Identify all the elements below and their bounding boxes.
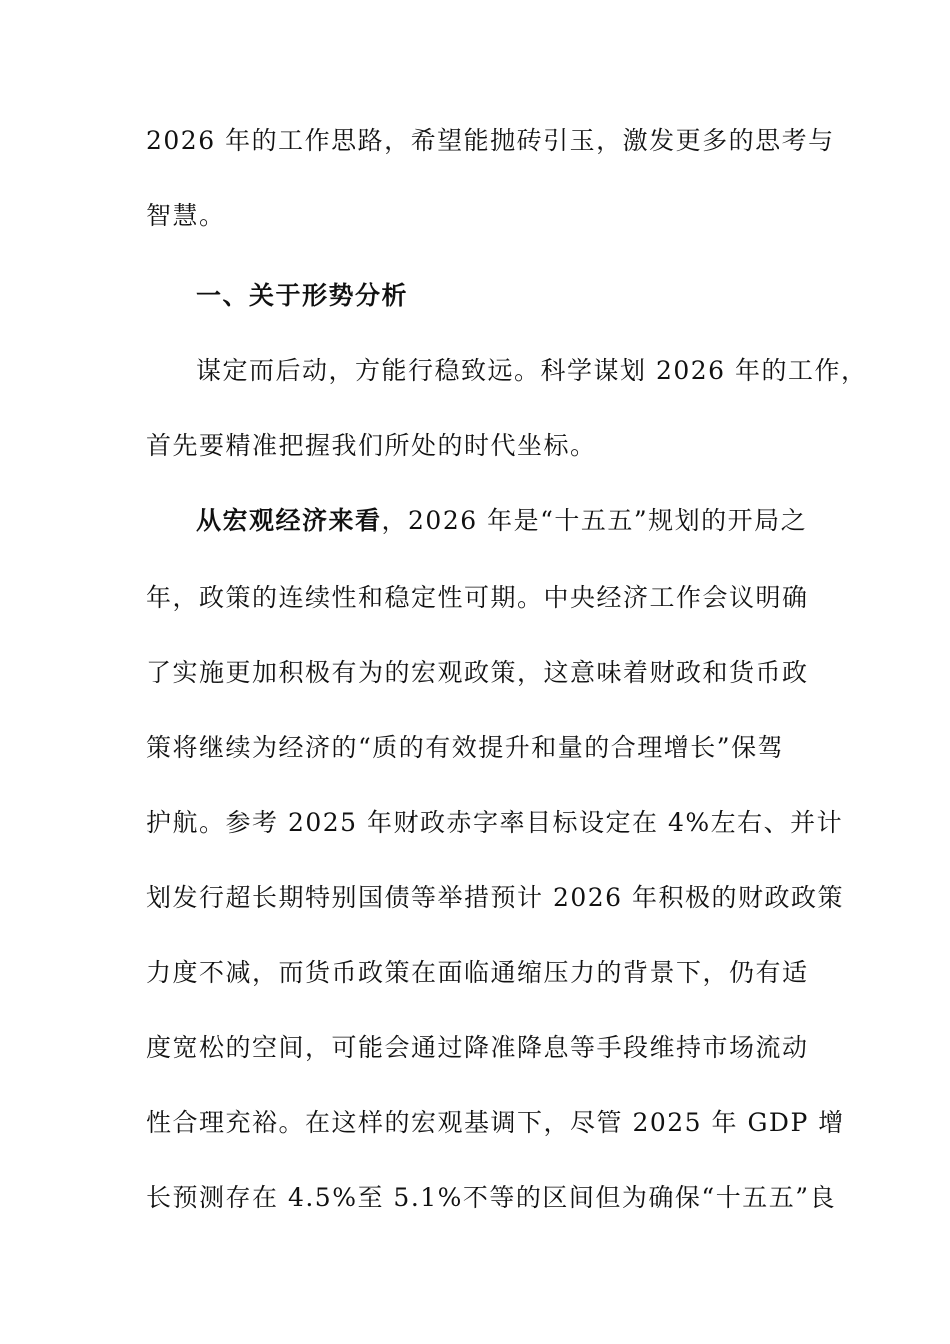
paragraph2-line-9: 性合理充裕。在这样的宏观基调下，尽管 2025 年 GDP 增 [146, 1108, 845, 1137]
paragraph2-line-5: 护航。参考 2025 年财政赤字率目标设定在 4%左右、并计 [146, 808, 844, 837]
paragraph2-line-4: 策将继续为经济的“质的有效提升和量的合理增长”保驾 [146, 733, 785, 762]
paragraph2-lead-bold: 从宏观经济来看 [196, 506, 382, 535]
paragraph1-line-1: 谋定而后动，方能行稳致远。科学谋划 2026 年的工作， [196, 356, 868, 385]
intro-line-1: 2026 年的工作思路，希望能抛砖引玉，激发更多的思考与 [146, 126, 835, 155]
paragraph1-line-2: 首先要精准把握我们所处的时代坐标。 [146, 431, 597, 460]
paragraph2-lead-rest: ，2026 年是“十五五”规划的开局之 [381, 506, 808, 535]
paragraph2-line-8: 度宽松的空间，可能会通过降准降息等手段维持市场流动 [146, 1033, 809, 1062]
section-heading: 一、关于形势分析 [196, 281, 409, 310]
paragraph2-line-2: 年，政策的连续性和稳定性可期。中央经济工作会议明确 [146, 583, 809, 612]
paragraph2-line-7: 力度不减，而货币政策在面临通缩压力的背景下，仍有适 [146, 958, 809, 987]
paragraph2-line-1 [196, 504, 876, 538]
paragraph2-line-3: 了实施更加积极有为的宏观政策，这意味着财政和货币政 [146, 658, 809, 687]
paragraph2-line-10: 长预测存在 4.5%至 5.1%不等的区间但为确保“十五五”良 [146, 1183, 836, 1212]
paragraph2-line-6: 划发行超长期特别国债等举措预计 2026 年积极的财政政策 [146, 883, 845, 912]
intro-line-2: 智慧。 [146, 201, 226, 230]
